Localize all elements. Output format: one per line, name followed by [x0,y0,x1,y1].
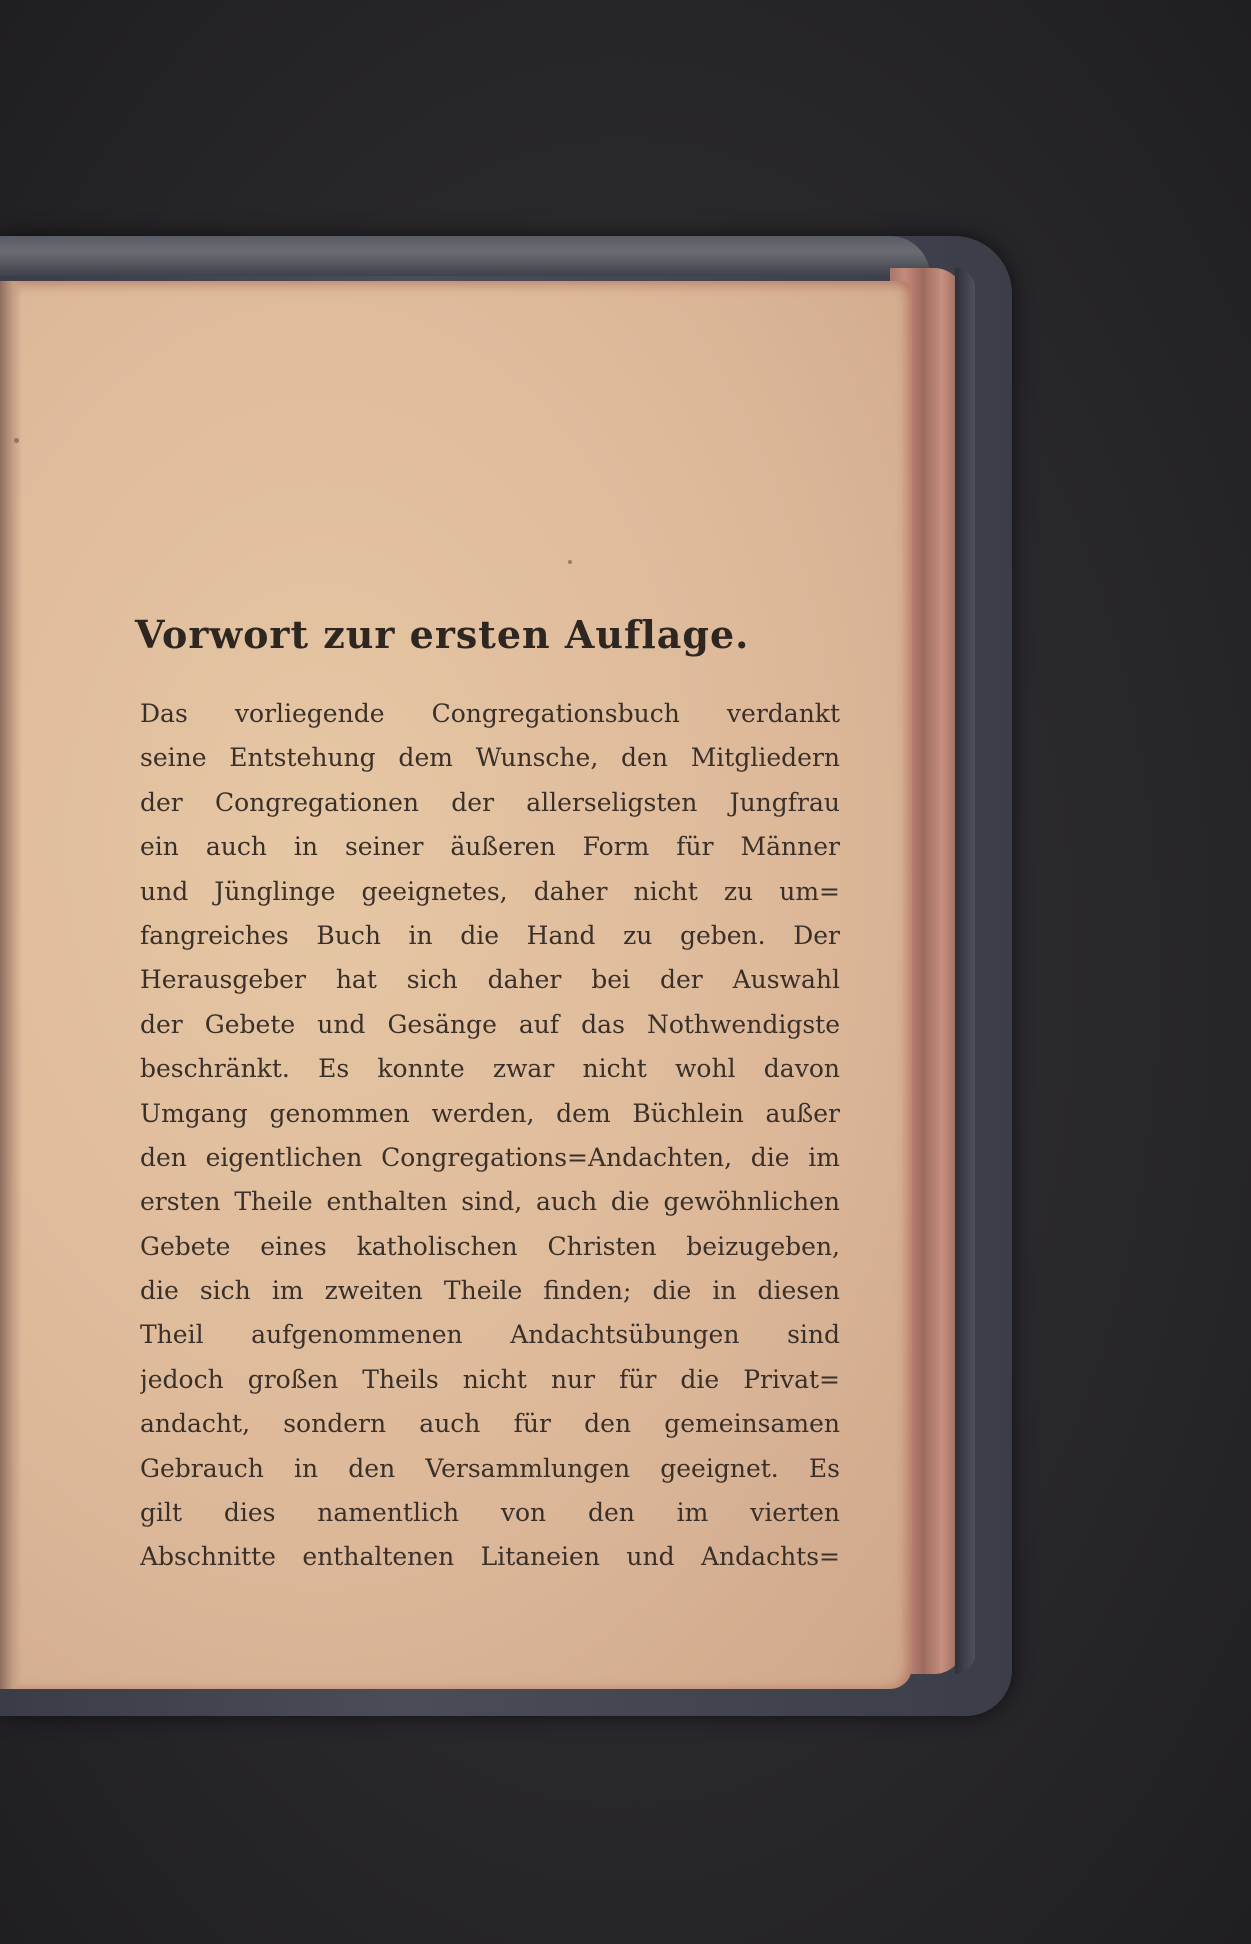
text-line: Gebete eines katholischen Christen beizugeben, [140,1231,840,1261]
text-line: andacht, sondern auch für den gemeinsamen [140,1409,840,1439]
text-line: der Congregationen der allerseligsten Jungfrau [140,787,840,817]
text-line: gilt dies namentlich von den im vierten [140,1498,840,1528]
text-line: und Jünglinge geeignetes, daher nicht zu um= [140,876,840,906]
text-line: jedoch großen Theils nicht nur für die Privat= [140,1364,840,1394]
text-line: ein auch in seiner äußeren Form für Männer [140,832,840,862]
text-line: seine Entstehung dem Wunsche, den Mitgliedern [140,743,840,773]
text-line: Herausgeber hat sich daher bei der Auswahl [140,965,840,995]
text-line: ersten Theile enthalten sind, auch die gewöhnlichen [140,1187,840,1217]
text-line: beschränkt. Es konnte zwar nicht wohl davon [140,1054,840,1084]
text-line: die sich im zweiten Theile finden; die in diesen [140,1276,840,1306]
page-speck [14,438,19,443]
text-line: fangreiches Buch in die Hand zu geben. Der [140,920,840,950]
text-line: Umgang genommen werden, dem Büchlein außer [140,1098,840,1128]
page-gutter [0,281,22,1689]
cover-fore-edge [955,268,975,1674]
text-line: der Gebete und Gesänge auf das Nothwendigste [140,1009,840,1039]
text-line: den eigentlichen Congregations=Andachten, die im [140,1142,840,1172]
body-text [140,692,840,1580]
text-line: Abschnitte enthaltenen Litaneien und Andachts= [140,1542,840,1572]
page-heading: Vorwort zur ersten Auflage. [135,612,750,657]
text-line: Theil aufgenommenen Andachtsübungen sind [140,1320,840,1350]
text-line: Das vorliegende Congregationsbuch verdankt [140,699,840,728]
text-line: Gebrauch in den Versammlungen geeignet. Es [140,1453,840,1483]
page-speck [568,560,572,564]
book-cover-top-edge [0,236,930,276]
